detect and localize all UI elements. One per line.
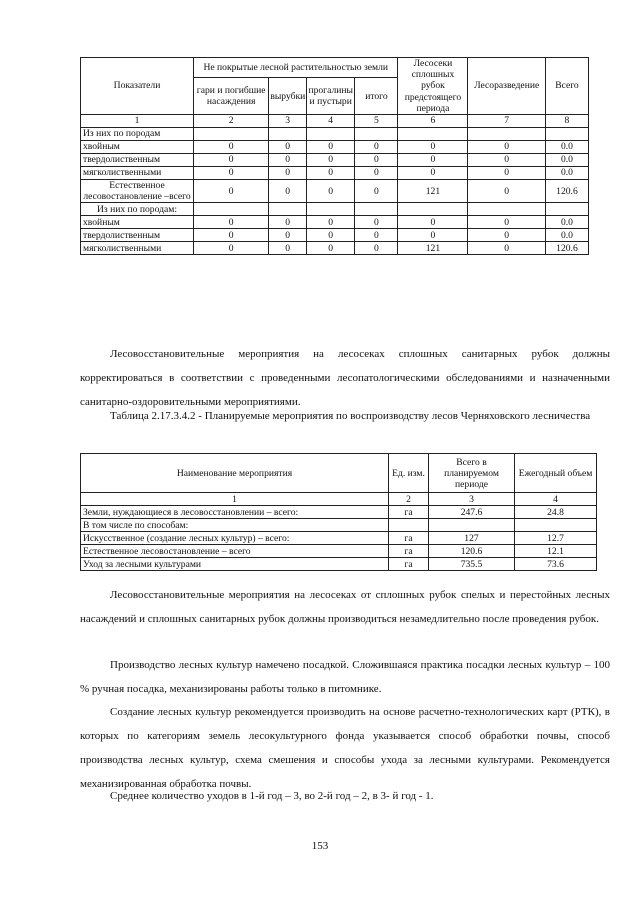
table-cell: 121 xyxy=(398,180,468,203)
table-cell xyxy=(269,203,307,216)
table-row xyxy=(81,141,589,154)
table-row xyxy=(81,216,589,229)
header-gari: гари и погибшие насаждения xyxy=(194,78,269,115)
col-number: 7 xyxy=(468,115,545,128)
cell-unit: га xyxy=(389,545,429,558)
header-total: Всего xyxy=(545,58,588,115)
cell-unit xyxy=(389,519,429,532)
table-cell: 0 xyxy=(194,229,269,242)
row-label: Из них по породам xyxy=(81,128,194,141)
table-cell xyxy=(306,203,354,216)
planned-activities-table xyxy=(80,453,597,571)
header-unit: Ед. изм. xyxy=(389,454,429,493)
table-cell: 0 xyxy=(355,180,398,203)
row-label: Естественное лесовостановление –всего xyxy=(81,180,194,203)
header-vyrubki: вырубки xyxy=(269,78,307,115)
cell-unit: га xyxy=(389,558,429,571)
cell-annual: 73.6 xyxy=(515,558,597,571)
table-row xyxy=(81,545,597,558)
table-cell: 121 xyxy=(398,242,468,255)
header-period-total: Всего в планируемом периоде xyxy=(429,454,515,493)
cell-annual: 24.8 xyxy=(515,506,597,519)
col-number: 4 xyxy=(515,493,597,506)
cell-total: 127 xyxy=(429,532,515,545)
table-row xyxy=(81,229,589,242)
table-cell: 0 xyxy=(468,141,545,154)
table-cell: 0 xyxy=(306,167,354,180)
table-cell: 0.0 xyxy=(545,141,588,154)
table-row xyxy=(81,154,589,167)
paragraph-3: Производство лесных культур намечено посадкой. Сложившаяся практика посадки лесных культур – 100 % ручная посадка, механизированы работы только в питомнике. xyxy=(80,659,610,695)
paragraph-1: Лесовосстановительные мероприятия на лесосеках сплошных санитарных рубок должны корректироваться в соответствии с проведенными лесопатологическими обследованиями и назначенными санитарно-оздоровительными мероприятиями. xyxy=(80,348,610,408)
table-cell: 0 xyxy=(269,180,307,203)
cell-annual: 12.7 xyxy=(515,532,597,545)
row-label: твердолиственным xyxy=(81,154,194,167)
table-cell: 0.0 xyxy=(545,216,588,229)
table-cell: 0 xyxy=(269,141,307,154)
table-cell: 0 xyxy=(269,154,307,167)
table-cell: 0 xyxy=(355,141,398,154)
table2-caption: Таблица 2.17.3.4.2 - Планируемые мероприятия по воспроизводству лесов Черняховского лесничества xyxy=(110,410,591,422)
table-cell: 120.6 xyxy=(545,242,588,255)
paragraph-4: Создание лесных культур рекомендуется производить на основе расчетно-технологических карт (РТК), в которых по категориям земель лесокультурного фонда указывается способ обработки почвы, способ производства лесных культур, схема смешения и способы ухода за лесными культурами. Рекомендуется механизированная обработка почвы. xyxy=(80,706,610,790)
cell-unit: га xyxy=(389,506,429,519)
table-cell: 0 xyxy=(194,242,269,255)
col-number: 3 xyxy=(429,493,515,506)
header-annual: Ежегодный объем xyxy=(515,454,597,493)
header-lesorazvedenie: Лесоразведение xyxy=(468,58,545,115)
row-label: мягколиственными xyxy=(81,242,194,255)
col-number: 6 xyxy=(398,115,468,128)
paragraph-2: Лесовосстановительные мероприятия на лесосеках от сплошных рубок спелых и перестойных лесных насаждений и сплошных санитарных рубок должны производиться незамедлительно после проведения рубок. xyxy=(80,589,610,625)
table-cell: 0 xyxy=(194,180,269,203)
table-cell: 0 xyxy=(306,229,354,242)
table-cell: 0 xyxy=(355,216,398,229)
table-row xyxy=(81,532,597,545)
table-cell: 0 xyxy=(398,141,468,154)
column-numbers-row xyxy=(81,115,589,128)
col-number: 1 xyxy=(81,493,389,506)
table-cell xyxy=(545,128,588,141)
cell-name: Естественное лесовостановление – всего xyxy=(81,545,389,558)
row-label: мягколиственными xyxy=(81,167,194,180)
row-label: хвойным xyxy=(81,216,194,229)
table-cell: 0 xyxy=(306,141,354,154)
cell-annual: 12.1 xyxy=(515,545,597,558)
row-label: Из них по породам: xyxy=(81,203,194,216)
cell-total xyxy=(429,519,515,532)
col-number: 8 xyxy=(545,115,588,128)
table-cell xyxy=(468,203,545,216)
table-cell: 0 xyxy=(194,154,269,167)
table-cell: 0 xyxy=(468,216,545,229)
table-row xyxy=(81,167,589,180)
col-number: 3 xyxy=(269,115,307,128)
table-cell xyxy=(398,203,468,216)
table-cell: 0 xyxy=(194,216,269,229)
table-cell xyxy=(355,203,398,216)
col-number: 2 xyxy=(389,493,429,506)
cell-name: Искусственное (создание лесных культур) – всего: xyxy=(81,532,389,545)
row-label: хвойным xyxy=(81,141,194,154)
table-cell xyxy=(194,203,269,216)
table-cell: 0 xyxy=(269,216,307,229)
table-row xyxy=(81,128,589,141)
table-cell: 0 xyxy=(355,154,398,167)
cell-name: Уход за лесными культурами xyxy=(81,558,389,571)
table-cell: 0 xyxy=(269,229,307,242)
cell-name: В том числе по способам: xyxy=(81,519,389,532)
table-cell: 0 xyxy=(355,229,398,242)
table-row xyxy=(81,242,589,255)
table-cell xyxy=(355,128,398,141)
cell-annual xyxy=(515,519,597,532)
table-cell: 0 xyxy=(468,229,545,242)
header-indicator: Показатели xyxy=(81,58,194,115)
table-cell: 0 xyxy=(306,242,354,255)
cell-total: 735.5 xyxy=(429,558,515,571)
table-cell: 0.0 xyxy=(545,154,588,167)
header-lesoseki: Лесосеки сплошных рубок предстоящего периода xyxy=(398,58,468,115)
header-uncovered-lands: Не покрытые лесной растительностью земли xyxy=(194,58,398,78)
cell-total: 120.6 xyxy=(429,545,515,558)
table-row xyxy=(81,180,589,203)
header-activity-name: Наименование мероприятия xyxy=(81,454,389,493)
table-cell: 0 xyxy=(194,167,269,180)
table-cell xyxy=(545,203,588,216)
table-cell: 0 xyxy=(194,141,269,154)
table-cell xyxy=(306,128,354,141)
col-number: 4 xyxy=(306,115,354,128)
table-cell xyxy=(194,128,269,141)
table-cell xyxy=(269,128,307,141)
table-cell: 0 xyxy=(269,242,307,255)
col-number: 5 xyxy=(355,115,398,128)
table-cell xyxy=(398,128,468,141)
table-row xyxy=(81,506,597,519)
table-cell: 0 xyxy=(398,154,468,167)
paragraph-5: Среднее количество уходов в 1-й год – 3, во 2-й год – 2, в 3- й год - 1. xyxy=(110,790,434,802)
table-row xyxy=(81,519,597,532)
table-cell: 0 xyxy=(355,167,398,180)
table-cell: 0 xyxy=(306,216,354,229)
table-row xyxy=(81,558,597,571)
table-cell: 0 xyxy=(468,242,545,255)
page-number: 153 xyxy=(311,840,329,852)
table-cell xyxy=(468,128,545,141)
table-cell: 0 xyxy=(398,167,468,180)
table-cell: 0.0 xyxy=(545,167,588,180)
col-number: 2 xyxy=(194,115,269,128)
cell-unit: га xyxy=(389,532,429,545)
table-cell: 120.6 xyxy=(545,180,588,203)
table-cell: 0 xyxy=(468,154,545,167)
table-cell: 0 xyxy=(468,167,545,180)
table-cell: 0 xyxy=(355,242,398,255)
header-progaliny: прогалины и пустыри xyxy=(306,78,354,115)
cell-name: Земли, нуждающиеся в лесовосстановлении – всего: xyxy=(81,506,389,519)
table-cell: 0 xyxy=(306,180,354,203)
table-cell: 0 xyxy=(306,154,354,167)
table-cell: 0.0 xyxy=(545,229,588,242)
col-number: 1 xyxy=(81,115,194,128)
cell-total: 247.6 xyxy=(429,506,515,519)
header-itogo: итого xyxy=(355,78,398,115)
table-cell: 0 xyxy=(398,229,468,242)
table-cell: 0 xyxy=(468,180,545,203)
row-label: твердолиственным xyxy=(81,229,194,242)
table-row xyxy=(81,203,589,216)
reforestation-table xyxy=(80,57,589,255)
table-cell: 0 xyxy=(398,216,468,229)
column-numbers-row xyxy=(81,493,597,506)
table-cell: 0 xyxy=(269,167,307,180)
